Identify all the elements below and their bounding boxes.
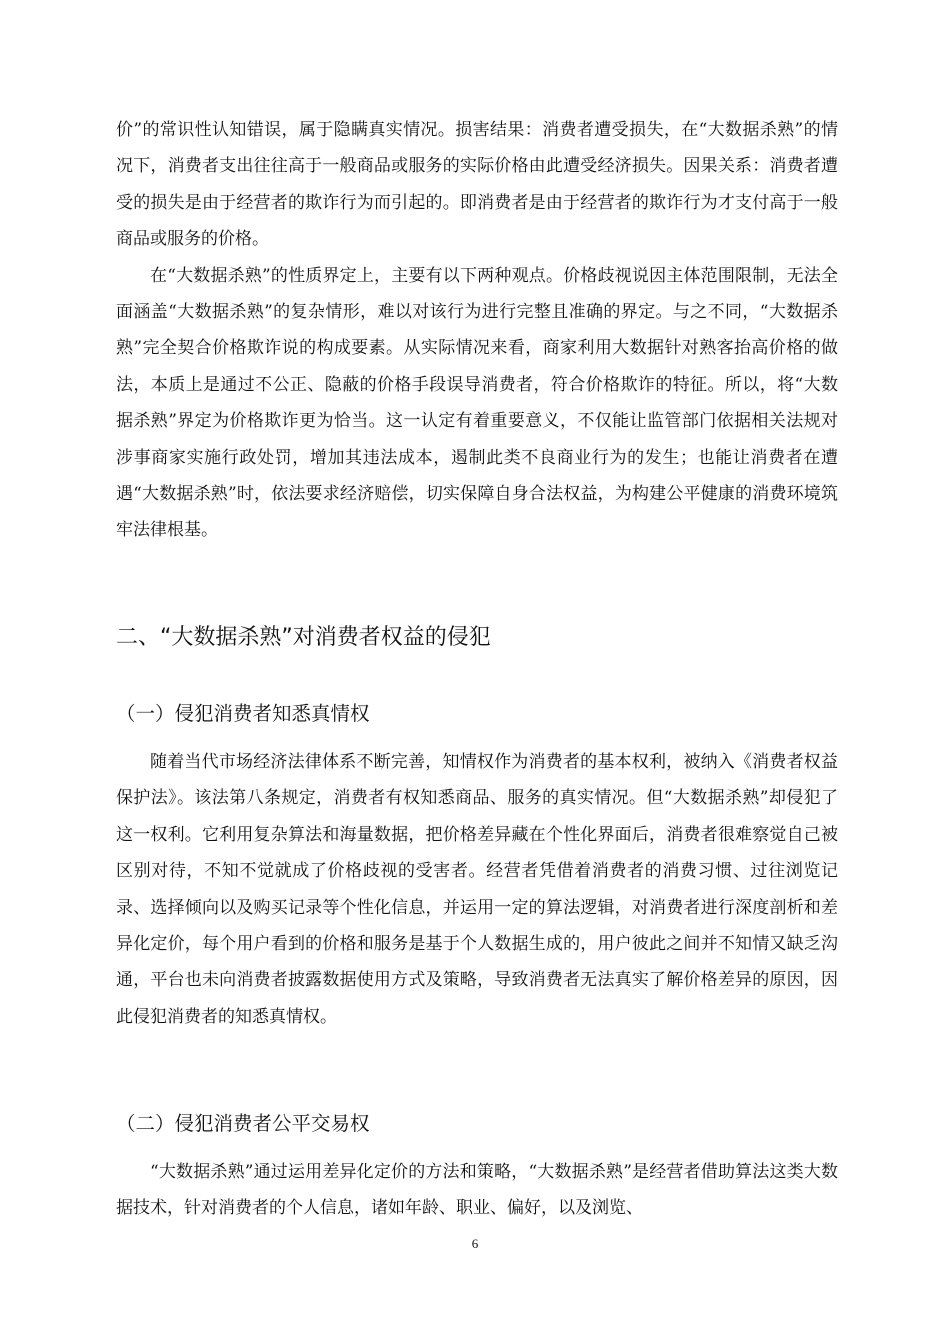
- paragraph-right-to-know: 随着当代市场经济法律体系不断完善，知情权作为消费者的基本权利，被纳入《消费者权益保护法》。该法第八条规定，消费者有权知悉商品、服务的真实情况。但“大数据杀熟”却侵犯了这一权利。它利用复杂算法和海量数据，把价格差异藏在个性化界面后，消费者很难察觉自己被区别对待，不知不觉就成了价格歧视的受害者。经营者凭借着消费者的消费习惯、过往浏览记录、选择倾向以及购买记录等个性化信息，并运用一定的算法逻辑，对消费者进行深度剖析和差异化定价，每个用户看到的价格和服务是基于个人数据生成的，用户彼此之间并不知情又缺乏沟通，平台也未向消费者披露数据使用方式及策略，导致消费者无法真实了解价格差异的原因，因此侵犯消费者的知悉真情权。: [116, 752, 838, 1027]
- subsection-heading-1: （一）侵犯消费者知悉真情权: [116, 702, 370, 725]
- subsection-2-body: [116, 1154, 838, 1227]
- subsection-1-body: [116, 744, 838, 1035]
- paragraph-fair-trade: “大数据杀熟”通过运用差异化定价的方法和策略，“大数据杀熟”是经营者借助算法这类大数据技术，针对消费者的个人信息，诸如年龄、职业、偏好，以及浏览、: [116, 1162, 838, 1219]
- subsection-heading-2: （二）侵犯消费者公平交易权: [116, 1112, 370, 1135]
- paragraph-continuation: 价”的常识性认知错误，属于隐瞒真实情况。损害结果：消费者遭受损失，在“大数据杀熟”的情况下，消费者支出往往高于一般商品或服务的实际价格由此遭受经济损失。因果关系：消费者遭受的损失是由于经营者的欺诈行为而引起的。即消费者是由于经营者的欺诈行为才支付高于一般商品或服务的价格。: [116, 120, 838, 250]
- page-number: 6: [471, 1236, 479, 1251]
- body-section-top: [116, 112, 838, 549]
- paragraph-nature-definition: 在“大数据杀熟”的性质界定上，主要有以下两种观点。价格歧视说因主体范围限制，无法全面涵盖“大数据杀熟”的复杂情形，难以对该行为进行完整且准确的界定。与之不同，“大数据杀熟”完全契合价格欺诈说的构成要素。从实际情况来看，商家利用大数据针对熟客抬高价格的做法，本质上是通过不公正、隐蔽的价格手段误导消费者，符合价格欺诈的特征。所以，将“大数据杀熟”界定为价格欺诈更为恰当。这一认定有着重要意义，不仅能让监管部门依据相关法规对涉事商家实施行政处罚，增加其违法成本，遏制此类不良商业行为的发生；也能让消费者在遭遇“大数据杀熟”时，依法要求经济赔偿，切实保障自身合法权益，为构建公平健康的消费环境筑牢法律根基。: [116, 265, 838, 541]
- section-heading: 二、“大数据杀熟”对消费者权益的侵犯: [116, 625, 491, 650]
